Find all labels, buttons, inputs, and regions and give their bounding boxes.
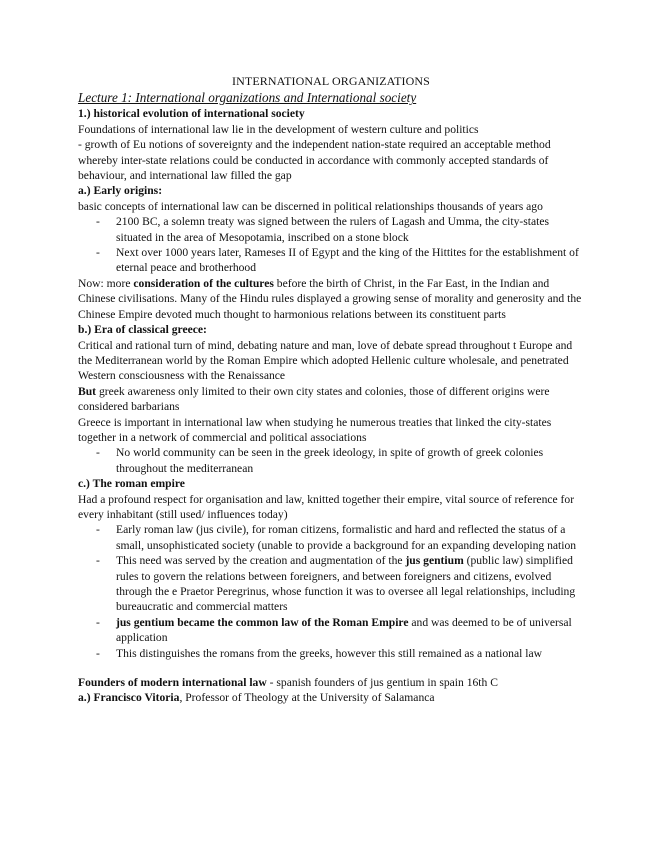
roman-list [78, 522, 584, 661]
greece-list [78, 445, 584, 476]
heading-text: b.) Era of classical greece: [78, 323, 207, 337]
paragraph-greek-awareness [78, 384, 584, 415]
list-item: - Next over 1000 years later, Rameses II of Egypt and the king of the Hittites for the establishment of eternal peace and brotherhood [78, 245, 584, 276]
list-item: - This distinguishes the romans from the greeks, however this still remained as a national law [78, 646, 584, 661]
list-item [78, 615, 584, 646]
heading-text: a.) Early origins: [78, 184, 163, 198]
text-run: Now: more [78, 276, 134, 290]
bold-text: jus gentium [405, 554, 464, 568]
paragraph-foundations: Foundations of international law lie in the development of western culture and politics [78, 122, 479, 136]
section-heading-historical-evolution [78, 106, 584, 121]
list-item: - Early roman law (jus civile), for roman citizens, formalistic and hard and reflected the status of a small, unsophisticated society (unable to provide a background for an expanding developing nation [78, 522, 584, 553]
paragraph-vitoria [78, 690, 584, 705]
paragraph-basic-concepts: basic concepts of international law can be discerned in political relationships thousands of years ago [78, 199, 543, 213]
paragraph-cultures [78, 276, 584, 322]
paragraph-critical-rational: Critical and rational turn of mind, debating nature and man, love of debate spread throughout t Europe and the Mediterranean world by the Roman Empire which adopted Hellenic culture wholesale, and penetrated Western consciousness with the Renaissance [78, 338, 573, 383]
subheading-roman-empire [78, 476, 584, 491]
document-title: INTERNATIONAL ORGANIZATIONS [232, 74, 430, 88]
paragraph-greece-importance: Greece is important in international law when studying he numerous treaties that linked the city-states together in a network of commercial and political associations [78, 415, 552, 444]
text-run: (public law) simplified rules to govern the relations between foreigners, and between foreigners and citizens, evolved through the e Praetor Peregrinus, whose function it was to oversee all legal relationships, including bureaucratic and commercial matters [116, 554, 576, 614]
bold-text: consideration of the cultures [133, 276, 274, 290]
document-page [78, 74, 584, 706]
list-item [78, 553, 584, 615]
text-run: before the birth of Christ, in the Far East, in the Indian and Chinese civilisations. Many of the Hindu rules displayed a growing sense of morality and generosity and the Chinese Empire devoted much thought to harmonious relations between its constituent parts [78, 276, 582, 321]
text-run: - spanish founders of jus gentium in spain 16th C [266, 676, 498, 690]
subheading-classical-greece [78, 322, 584, 337]
spacer [78, 661, 584, 675]
paragraph-roman-respect: Had a profound respect for organisation and law, knitted together their empire, vital source of reference for every inhabitant (still used/ influences today) [78, 492, 575, 521]
bold-text: a.) Francisco Vitoria [78, 691, 180, 705]
paragraph-founders [78, 675, 584, 690]
text-run: and was deemed to be of universal application [116, 615, 572, 645]
heading-text: 1.) historical evolution of international society [78, 107, 305, 121]
list-item: - 2100 BC, a solemn treaty was signed between the rulers of Lagash and Umma, the city-states situated in the area of Mesopotamia, inscribed on a stone block [78, 214, 584, 245]
heading-text: c.) The roman empire [78, 477, 185, 491]
bold-text: But [78, 384, 97, 398]
paragraph-sovereignty: - growth of Eu notions of sovereignty and the independent nation-state required an acceptable method whereby inter-state relations could be conducted in accordance with commonly accepted standards of behaviour, and international law filled the gap [78, 138, 551, 183]
bold-text: jus gentium became the common law of the Roman Empire [116, 615, 409, 629]
text-run: This need was served by the creation and augmentation of the [116, 554, 406, 568]
text-run: , Professor of Theology at the University of Salamanca [179, 691, 435, 705]
bold-text: Founders of modern international law [78, 676, 267, 690]
text-run: greek awareness only limited to their own city states and colonies, those of different origins were considered barbarians [78, 384, 550, 414]
lecture-heading: Lecture 1: International organizations and International society [78, 90, 417, 106]
list-item: - No world community can be seen in the greek ideology, in spite of growth of greek colonies throughout the mediterranean [78, 445, 584, 476]
subheading-early-origins [78, 183, 584, 198]
early-origins-list [78, 214, 584, 276]
